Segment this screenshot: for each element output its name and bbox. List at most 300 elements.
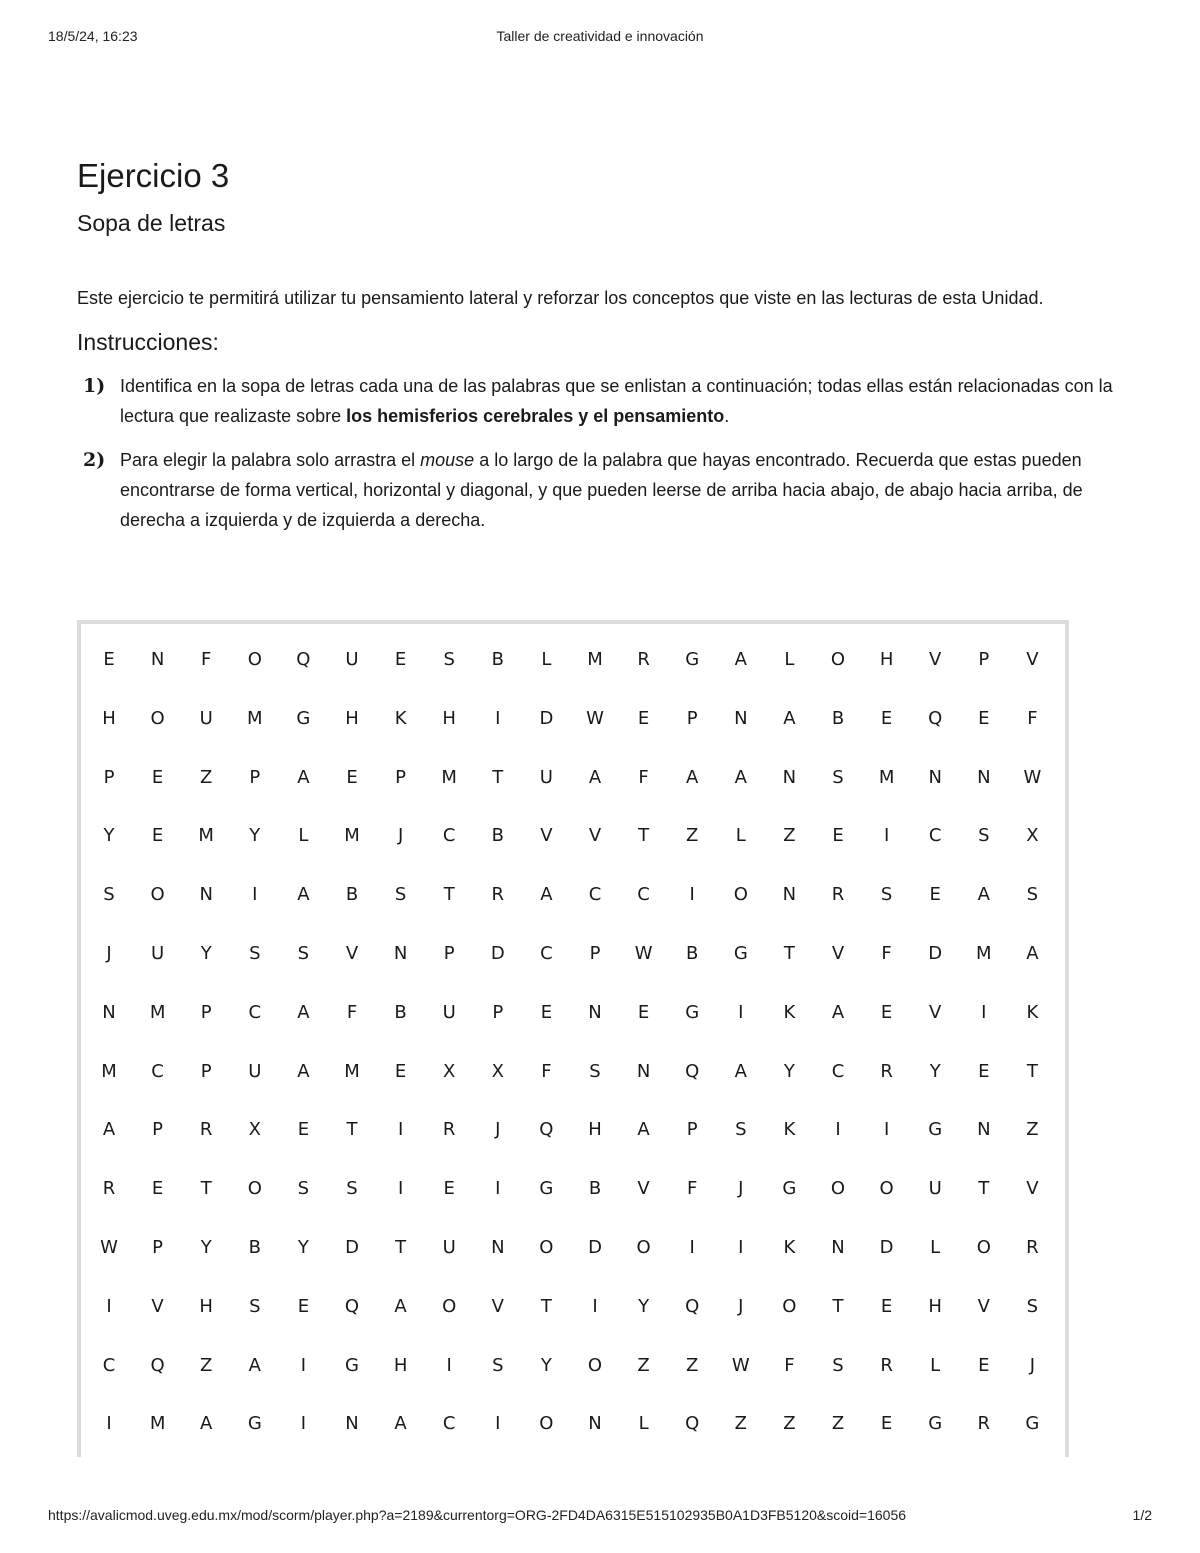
grid-letter[interactable]: B (248, 1237, 261, 1258)
grid-letter[interactable]: I (738, 1237, 744, 1258)
grid-letter[interactable]: G (345, 1354, 359, 1376)
grid-letter[interactable]: I (446, 1354, 452, 1376)
grid-letter[interactable]: G (539, 1178, 554, 1200)
grid-letter[interactable]: E (832, 825, 844, 847)
grid-letter[interactable]: A (831, 1001, 845, 1023)
grid-letter[interactable]: D (928, 943, 943, 964)
grid-letter[interactable]: E (151, 1178, 164, 1200)
grid-letter[interactable]: N (393, 943, 408, 964)
grid-letter[interactable]: M (101, 1060, 117, 1082)
grid-letter[interactable]: P (492, 1001, 504, 1023)
grid-letter[interactable]: A (297, 884, 310, 906)
grid-letter[interactable]: O (150, 707, 165, 729)
grid-letter[interactable]: O (150, 884, 165, 906)
grid-letter[interactable]: C (102, 1354, 116, 1376)
grid-letter[interactable]: O (539, 1237, 554, 1258)
grid-letter[interactable]: U (248, 1060, 262, 1082)
grid-letter[interactable]: N (977, 1119, 991, 1141)
step-number: 1) (83, 375, 106, 397)
grid-letter[interactable]: Z (783, 825, 796, 847)
grid-letter[interactable]: K (394, 707, 407, 729)
grid-letter[interactable]: I (981, 1001, 987, 1023)
grid-letter[interactable]: E (637, 707, 650, 729)
grid-letter[interactable]: Z (831, 1413, 845, 1435)
print-title: Taller de creatividad e innovación (496, 28, 704, 44)
grid-letter[interactable]: I (495, 1413, 501, 1435)
grid-letter[interactable]: C (540, 943, 553, 964)
grid-letter[interactable]: B (831, 707, 845, 729)
grid-letter[interactable]: Z (783, 1413, 796, 1435)
grid-letter[interactable]: X (1026, 825, 1039, 847)
grid-letter[interactable]: W (100, 1237, 118, 1258)
grid-letter[interactable]: A (977, 884, 990, 906)
grid-letter[interactable]: B (686, 943, 699, 964)
grid-letter[interactable]: H (199, 1295, 213, 1317)
grid-letter[interactable]: S (1026, 1295, 1039, 1317)
grid-letter[interactable]: G (782, 1178, 797, 1200)
grid-letter[interactable]: J (738, 1178, 744, 1200)
grid-letter[interactable]: O (976, 1237, 991, 1258)
grid-letter[interactable]: I (106, 1413, 112, 1435)
grid-letter[interactable]: K (783, 1237, 796, 1258)
grid-letter[interactable]: A (540, 884, 553, 906)
grid-letter[interactable]: Y (200, 1237, 212, 1258)
grid-letter[interactable]: O (636, 1237, 651, 1258)
grid-letter[interactable]: T (783, 943, 795, 964)
grid-letter[interactable]: I (495, 707, 501, 729)
grid-letter[interactable]: Z (686, 825, 699, 847)
exercise-content (77, 150, 1137, 549)
grid-letter[interactable]: L (784, 649, 795, 670)
grid-letter[interactable]: E (880, 707, 893, 729)
grid-letter[interactable]: F (201, 649, 212, 670)
grid-letter[interactable]: J (106, 943, 112, 964)
grid-letter[interactable]: O (830, 649, 846, 670)
grid-letter[interactable]: M (198, 825, 214, 847)
grid-letter[interactable]: M (344, 1060, 360, 1082)
page-subtitle: Sopa de letras (77, 210, 226, 236)
grid-letter[interactable]: V (345, 943, 359, 964)
grid-letter[interactable]: T (492, 766, 504, 788)
grid-letter[interactable]: J (397, 825, 404, 847)
grid-letter[interactable]: Y (540, 1354, 552, 1376)
grid-letter[interactable]: S (297, 1178, 310, 1200)
grid-letter[interactable]: O (879, 1178, 894, 1200)
grid-letter[interactable]: O (247, 649, 262, 670)
grid-letter[interactable]: I (835, 1119, 841, 1141)
grid-letter[interactable]: N (636, 1060, 651, 1082)
page-title: Ejercicio 3 (77, 157, 230, 194)
grid-letter[interactable]: X (491, 1060, 504, 1082)
grid-letter[interactable]: Q (539, 1119, 554, 1141)
grid-letter[interactable]: S (249, 1295, 261, 1317)
grid-letter[interactable]: Y (297, 1237, 309, 1258)
grid-letter[interactable]: P (443, 943, 455, 964)
grid-letter[interactable]: S (297, 943, 310, 964)
grid-letter[interactable]: R (1026, 1237, 1039, 1258)
grid-letter[interactable]: Q (344, 1295, 360, 1317)
grid-letter[interactable]: H (588, 1119, 602, 1141)
grid-letter[interactable]: A (297, 1001, 310, 1023)
grid-letter[interactable]: C (442, 825, 456, 847)
grid-letter[interactable]: F (541, 1060, 552, 1082)
grid-letter[interactable]: A (102, 1119, 116, 1141)
grid-letter[interactable]: A (734, 766, 747, 788)
grid-letter[interactable]: E (929, 884, 941, 906)
grid-letter[interactable]: Z (734, 1413, 747, 1435)
step-bold-text: los hemisferios cerebrales y el pensamiento (346, 406, 725, 426)
grid-letter[interactable]: E (443, 1178, 455, 1200)
grid-letter[interactable]: G (685, 649, 700, 670)
grid-letter[interactable]: M (587, 649, 603, 670)
grid-letter[interactable]: A (248, 1354, 261, 1376)
grid-letter[interactable]: N (491, 1237, 505, 1258)
grid-letter[interactable]: V (540, 825, 553, 847)
grid-letter[interactable]: E (346, 766, 358, 788)
grid-letter[interactable]: A (1026, 943, 1039, 964)
step-text: Para elegir la palabra solo arrastra el (120, 450, 421, 470)
grid-letter[interactable]: B (491, 825, 504, 847)
grid-letter[interactable]: R (880, 1060, 893, 1082)
grid-letter[interactable]: S (735, 1119, 747, 1141)
grid-letter[interactable]: O (782, 1295, 797, 1317)
grid-letter[interactable]: X (248, 1119, 261, 1141)
grid-letter[interactable]: E (297, 1295, 310, 1317)
grid-letter[interactable]: R (831, 884, 845, 906)
grid-letter[interactable]: P (200, 1001, 212, 1023)
grid-letter[interactable]: K (1026, 1001, 1039, 1023)
print-header (48, 28, 1152, 48)
step-text-end: a lo largo de la palabra que hayas encontrado. Recuerda que estas pueden encontrarse de forma vertical, horizontal y diagonal, y que pueden leerse de arriba hacia abajo, de abajo hacia arriba, de derecha a izquierda y de izquierda a derecha. (120, 450, 1083, 530)
grid-letter[interactable]: L (298, 825, 309, 847)
grid-letter[interactable]: F (687, 1178, 698, 1200)
grid-letter[interactable]: S (103, 884, 115, 906)
grid-letter[interactable]: N (782, 884, 797, 906)
grid-letter[interactable]: V (929, 649, 942, 670)
grid-letter[interactable]: E (394, 1060, 407, 1082)
grid-letter[interactable]: W (634, 943, 653, 964)
grid-letter[interactable]: I (592, 1295, 598, 1317)
grid-letter[interactable]: N (150, 649, 165, 670)
grid-letter[interactable]: O (442, 1295, 457, 1317)
grid-letter[interactable]: E (880, 1413, 893, 1435)
grid-letter[interactable]: P (152, 1237, 164, 1258)
grid-letter[interactable]: T (200, 1178, 212, 1200)
grid-letter[interactable]: R (442, 1119, 456, 1141)
grid-letter[interactable]: U (345, 649, 359, 670)
grid-letter[interactable]: A (783, 707, 796, 729)
grid-letter[interactable]: I (738, 1001, 744, 1023)
grid-letter[interactable]: P (589, 943, 601, 964)
grid-letter[interactable]: R (637, 649, 650, 670)
grid-letter[interactable]: H (928, 1295, 942, 1317)
grid-letter[interactable]: L (638, 1413, 649, 1435)
grid-letter[interactable]: C (151, 1060, 164, 1082)
grid-letter[interactable]: Y (200, 943, 212, 964)
grid-letter[interactable]: M (149, 1001, 166, 1023)
grid-letter[interactable]: V (588, 825, 602, 847)
grid-letter[interactable]: M (878, 766, 895, 788)
grid-letter[interactable]: A (637, 1119, 650, 1141)
grid-letter[interactable]: A (394, 1295, 407, 1317)
grid-letter[interactable]: M (247, 707, 263, 729)
grid-letter[interactable]: B (394, 1001, 407, 1023)
grid-letter[interactable]: P (686, 707, 698, 729)
grid-letter[interactable]: U (539, 766, 553, 788)
grid-letter[interactable]: G (296, 707, 311, 729)
grid-letter[interactable]: S (1026, 884, 1039, 906)
grid-letter[interactable]: S (832, 1354, 844, 1376)
grid-letter[interactable]: L (930, 1354, 941, 1376)
grid-letter[interactable]: H (442, 707, 456, 729)
grid-letter[interactable]: P (249, 766, 261, 788)
grid-letter[interactable]: F (638, 766, 649, 788)
grid-letter[interactable]: I (252, 884, 258, 906)
grid-letter[interactable]: S (832, 766, 844, 788)
grid-letter[interactable]: D (490, 943, 505, 964)
grid-letter[interactable]: I (397, 1178, 404, 1200)
grid-letter[interactable]: G (685, 1001, 700, 1023)
grid-letter[interactable]: T (638, 825, 650, 847)
grid-letter[interactable]: P (686, 1119, 698, 1141)
grid-letter[interactable]: O (587, 1354, 603, 1376)
grid-letter[interactable]: U (928, 1178, 942, 1200)
grid-letter[interactable]: B (345, 884, 359, 906)
grid-letter[interactable]: P (395, 766, 407, 788)
grid-letter[interactable]: J (495, 1119, 501, 1141)
grid-letter[interactable]: E (880, 1001, 893, 1023)
grid-letter[interactable]: P (103, 766, 115, 788)
grid-letter[interactable]: I (689, 1237, 695, 1258)
grid-letter[interactable]: H (102, 707, 116, 729)
grid-letter[interactable]: S (394, 884, 407, 906)
grid-letter[interactable]: V (1026, 1178, 1039, 1200)
grid-letter[interactable]: D (345, 1237, 359, 1258)
grid-letter[interactable]: F (784, 1354, 795, 1376)
grid-letter[interactable]: S (978, 825, 990, 847)
grid-letter[interactable]: E (540, 1001, 553, 1023)
grid-letter[interactable]: I (106, 1295, 112, 1317)
grid-letter[interactable]: M (344, 825, 360, 847)
grid-letter[interactable]: T (395, 1237, 407, 1258)
grid-letter[interactable]: Q (296, 649, 311, 670)
step-number: 2) (83, 449, 106, 471)
grid-letter[interactable]: A (734, 649, 747, 670)
grid-letter[interactable]: O (247, 1178, 262, 1200)
grid-letter[interactable]: K (783, 1001, 796, 1023)
grid-letter[interactable]: Y (929, 1060, 941, 1082)
grid-letter[interactable]: R (102, 1178, 116, 1200)
grid-letter[interactable]: E (637, 1001, 650, 1023)
grid-letter[interactable]: E (880, 1295, 893, 1317)
grid-letter[interactable]: N (782, 766, 797, 788)
step-italic-text: mouse (420, 450, 475, 470)
grid-letter[interactable]: V (491, 1295, 504, 1317)
grid-letter[interactable]: H (345, 707, 359, 729)
grid-letter[interactable]: P (152, 1119, 164, 1141)
grid-letter[interactable]: Z (200, 766, 213, 788)
grid-letter[interactable]: O (539, 1413, 554, 1435)
grid-letter[interactable]: Z (200, 1354, 213, 1376)
grid-letter[interactable]: C (637, 884, 650, 906)
grid-letter[interactable]: F (881, 943, 892, 964)
grid-letter[interactable]: I (300, 1354, 307, 1376)
instructions-list (77, 371, 1137, 535)
grid-letter[interactable]: C (442, 1413, 456, 1435)
grid-letter[interactable]: Y (783, 1060, 795, 1082)
grid-letter[interactable]: Q (150, 1354, 165, 1376)
grid-letter[interactable]: U (442, 1237, 456, 1258)
grid-letter[interactable]: G (928, 1413, 943, 1435)
grid-letter[interactable]: D (588, 1237, 602, 1258)
grid-letter[interactable]: H (393, 1354, 408, 1376)
grid-letter[interactable]: E (151, 825, 164, 847)
grid-letter[interactable]: N (102, 1001, 116, 1023)
grid-letter[interactable]: X (443, 1060, 456, 1082)
grid-letter[interactable]: A (588, 766, 602, 788)
instruction-step-2 (77, 445, 1127, 535)
grid-letter[interactable]: N (831, 1237, 845, 1258)
grid-letter[interactable]: T (540, 1295, 552, 1317)
grid-letter[interactable]: T (346, 1119, 358, 1141)
grid-letter[interactable]: I (300, 1413, 307, 1435)
grid-letter[interactable]: W (586, 707, 604, 729)
grid-letter[interactable]: C (928, 825, 942, 847)
grid-letter[interactable]: Q (685, 1060, 700, 1082)
grid-letter[interactable]: Y (638, 1295, 650, 1317)
step-text-end: . (724, 406, 730, 426)
intro-text: Este ejercicio te permitirá utilizar tu pensamiento lateral y reforzar los conceptos que viste en las lecturas de esta Unidad. (77, 288, 1044, 308)
grid-letter[interactable]: A (200, 1413, 213, 1435)
grid-letter[interactable]: G (733, 943, 748, 964)
grid-letter[interactable]: C (588, 884, 602, 906)
grid-letter[interactable]: I (495, 1178, 501, 1200)
grid-letter[interactable]: Y (249, 825, 261, 847)
grid-letter[interactable]: I (397, 1119, 404, 1141)
grid-letter[interactable]: E (978, 1354, 990, 1376)
grid-letter[interactable]: S (346, 1178, 358, 1200)
grid-letter[interactable]: A (297, 1060, 310, 1082)
grid-letter[interactable]: Z (637, 1354, 650, 1376)
grid-letter[interactable]: N (588, 1413, 602, 1435)
grid-letter[interactable]: E (103, 649, 115, 670)
grid-letter[interactable]: R (880, 1354, 893, 1376)
grid-letter[interactable]: E (151, 766, 164, 788)
print-url: https://avalicmod.uveg.edu.mx/mod/scorm/player.php?a=2189&currentorg=ORG-2FD4DA6315E515102935B0A1D3FB5120&scoid=16056 (48, 1507, 907, 1523)
grid-letter[interactable]: Q (685, 1413, 700, 1435)
grid-letter[interactable]: F (346, 1001, 358, 1023)
grid-letter[interactable]: U (442, 1001, 456, 1023)
grid-letter[interactable]: P (978, 649, 990, 670)
grid-letter[interactable]: O (733, 884, 748, 906)
grid-letter[interactable]: N (977, 766, 991, 788)
grid-letter[interactable]: A (297, 766, 310, 788)
grid-letter[interactable]: R (977, 1413, 991, 1435)
grid-letter[interactable]: E (978, 1060, 990, 1082)
grid-letter[interactable]: L (930, 1237, 941, 1258)
grid-letter[interactable]: N (928, 766, 942, 788)
grid-letter[interactable]: V (831, 943, 845, 964)
grid-letter[interactable]: M (441, 766, 457, 788)
grid-letter[interactable]: J (738, 1295, 744, 1317)
grid-letter[interactable]: U (151, 943, 165, 964)
grid-letter[interactable]: T (832, 1295, 844, 1317)
grid-letter[interactable]: E (297, 1119, 310, 1141)
grid-letter[interactable]: G (1025, 1413, 1040, 1435)
grid-letter[interactable]: E (394, 649, 407, 670)
grid-letter[interactable]: S (589, 1060, 601, 1082)
grid-letter[interactable]: N (199, 884, 213, 906)
grid-letter[interactable]: V (977, 1295, 990, 1317)
grid-letter[interactable]: O (830, 1178, 846, 1200)
grid-letter[interactable]: A (394, 1413, 407, 1435)
grid-letter[interactable]: Z (1026, 1119, 1039, 1141)
grid-letter[interactable]: B (588, 1178, 602, 1200)
grid-letter[interactable]: N (734, 707, 748, 729)
grid-letter[interactable]: S (249, 943, 261, 964)
grid-letter[interactable]: Y (103, 825, 115, 847)
word-search-frame (77, 620, 1069, 1457)
grid-letter[interactable]: A (734, 1060, 747, 1082)
grid-letter[interactable]: R (491, 884, 505, 906)
grid-letter[interactable]: N (588, 1001, 602, 1023)
grid-letter[interactable]: P (200, 1060, 212, 1082)
grid-letter[interactable]: S (492, 1354, 504, 1376)
grid-letter[interactable]: U (199, 707, 213, 729)
grid-letter[interactable]: B (491, 649, 504, 670)
grid-letter[interactable]: S (880, 884, 893, 906)
grid-letter[interactable]: K (783, 1119, 796, 1141)
grid-letter[interactable]: S (443, 649, 455, 670)
grid-letter[interactable]: D (539, 707, 554, 729)
grid-letter[interactable]: I (689, 884, 695, 906)
grid-letter[interactable]: T (443, 884, 455, 906)
grid-letter[interactable]: V (929, 1001, 942, 1023)
grid-letter[interactable]: Q (928, 707, 943, 729)
grid-letter[interactable]: W (731, 1354, 750, 1376)
grid-letter[interactable]: C (831, 1060, 845, 1082)
grid-letter[interactable]: R (199, 1119, 213, 1141)
grid-letter[interactable]: I (883, 1119, 890, 1141)
grid-letter[interactable]: G (247, 1413, 262, 1435)
grid-letter[interactable]: T (978, 1178, 990, 1200)
grid-letter[interactable]: M (976, 943, 992, 964)
grid-letter[interactable]: L (541, 649, 552, 670)
grid-letter[interactable]: F (1027, 707, 1038, 729)
grid-letter[interactable]: V (1026, 649, 1039, 670)
print-footer (48, 1507, 1152, 1527)
grid-letter[interactable]: V (151, 1295, 164, 1317)
grid-letter[interactable]: L (735, 825, 746, 847)
grid-letter[interactable]: Z (686, 1354, 699, 1376)
grid-letter[interactable]: M (149, 1413, 166, 1435)
grid-letter[interactable]: Q (685, 1295, 700, 1317)
grid-letter[interactable]: N (345, 1413, 359, 1435)
grid-letter[interactable]: A (686, 766, 699, 788)
grid-letter[interactable]: C (248, 1001, 262, 1023)
grid-letter[interactable]: W (1023, 766, 1042, 788)
grid-letter[interactable]: I (883, 825, 890, 847)
instruction-step-1 (77, 371, 1127, 431)
grid-letter[interactable]: G (928, 1119, 943, 1141)
grid-letter[interactable]: H (879, 649, 894, 670)
step-text: Identifica en la sopa de letras cada una de las palabras que se enlistan a continuación; todas ellas están relacionadas con la lectura que realizaste sobre (120, 376, 1113, 426)
grid-letter[interactable]: J (1029, 1354, 1036, 1376)
grid-letter[interactable]: T (1026, 1060, 1038, 1082)
grid-letter[interactable]: D (879, 1237, 894, 1258)
grid-letter[interactable]: V (637, 1178, 650, 1200)
grid-letter[interactable]: E (978, 707, 990, 729)
